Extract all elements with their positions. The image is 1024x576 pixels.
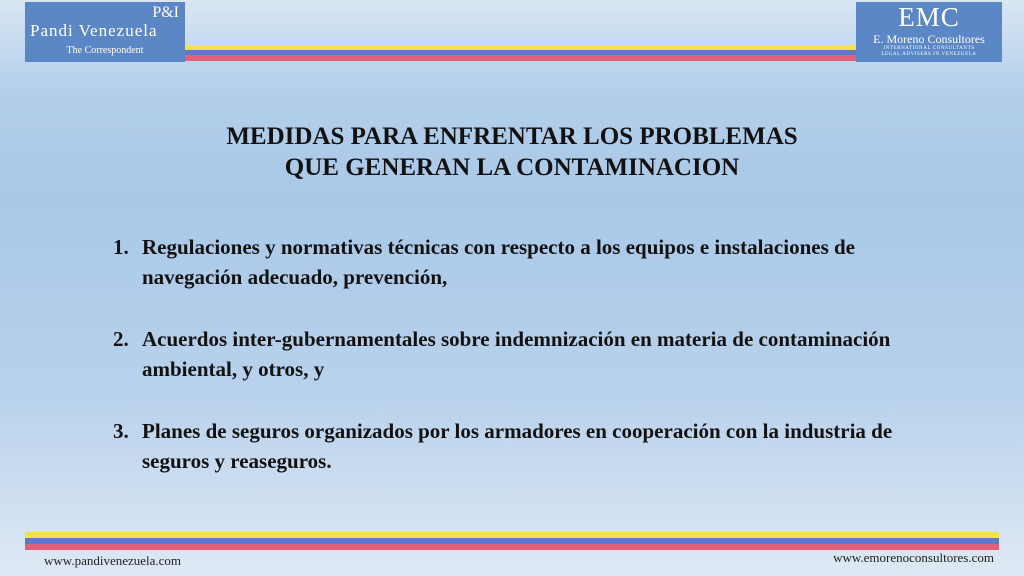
item-text: Regulaciones y normativas técnicas con respecto a los equipos e instalaciones de navegación adecuado, prevención, <box>142 235 855 289</box>
title-line-1: MEDIDAS PARA ENFRENTAR LOS PROBLEMAS <box>226 123 798 150</box>
slide-title <box>0 121 1024 183</box>
emc-tagline-1: INTERNATIONAL CONSULTANTS <box>883 46 975 51</box>
list-item <box>113 232 943 292</box>
list-item <box>113 324 943 384</box>
item-number: 1. <box>113 235 129 259</box>
emc-website-link[interactable]: www.emorenoconsultores.com <box>833 550 994 565</box>
item-number: 2. <box>113 327 129 351</box>
logo-subtitle: The Correspondent <box>66 45 144 56</box>
measures-list <box>113 232 943 508</box>
emc-tagline-2: LEGAL ADVISERS IN VENEZUELA <box>881 52 977 57</box>
item-number: 3. <box>113 419 129 443</box>
title-line-2: QUE GENERAN LA CONTAMINACION <box>284 154 740 181</box>
pandi-website-link[interactable]: www.pandivenezuela.com <box>44 553 182 568</box>
logo-name: Pandi Venezuela <box>30 21 158 40</box>
emc-name: E. Moreno Consultores <box>873 32 985 46</box>
footer-flag-stripe <box>25 532 999 550</box>
emc-logo <box>856 2 1002 62</box>
header-flag-stripe <box>185 45 856 61</box>
list-item <box>113 416 943 476</box>
item-text: Acuerdos inter-gubernamentales sobre indemnización en materia de contaminación ambiental, y otros, y <box>142 327 891 381</box>
pandi-venezuela-logo <box>25 2 185 62</box>
emc-acronym: EMC <box>898 2 960 32</box>
item-text: Planes de seguros organizados por los armadores en cooperación con la industria de seguros y reaseguros. <box>142 419 893 473</box>
logo-badge: P&I <box>152 4 179 21</box>
